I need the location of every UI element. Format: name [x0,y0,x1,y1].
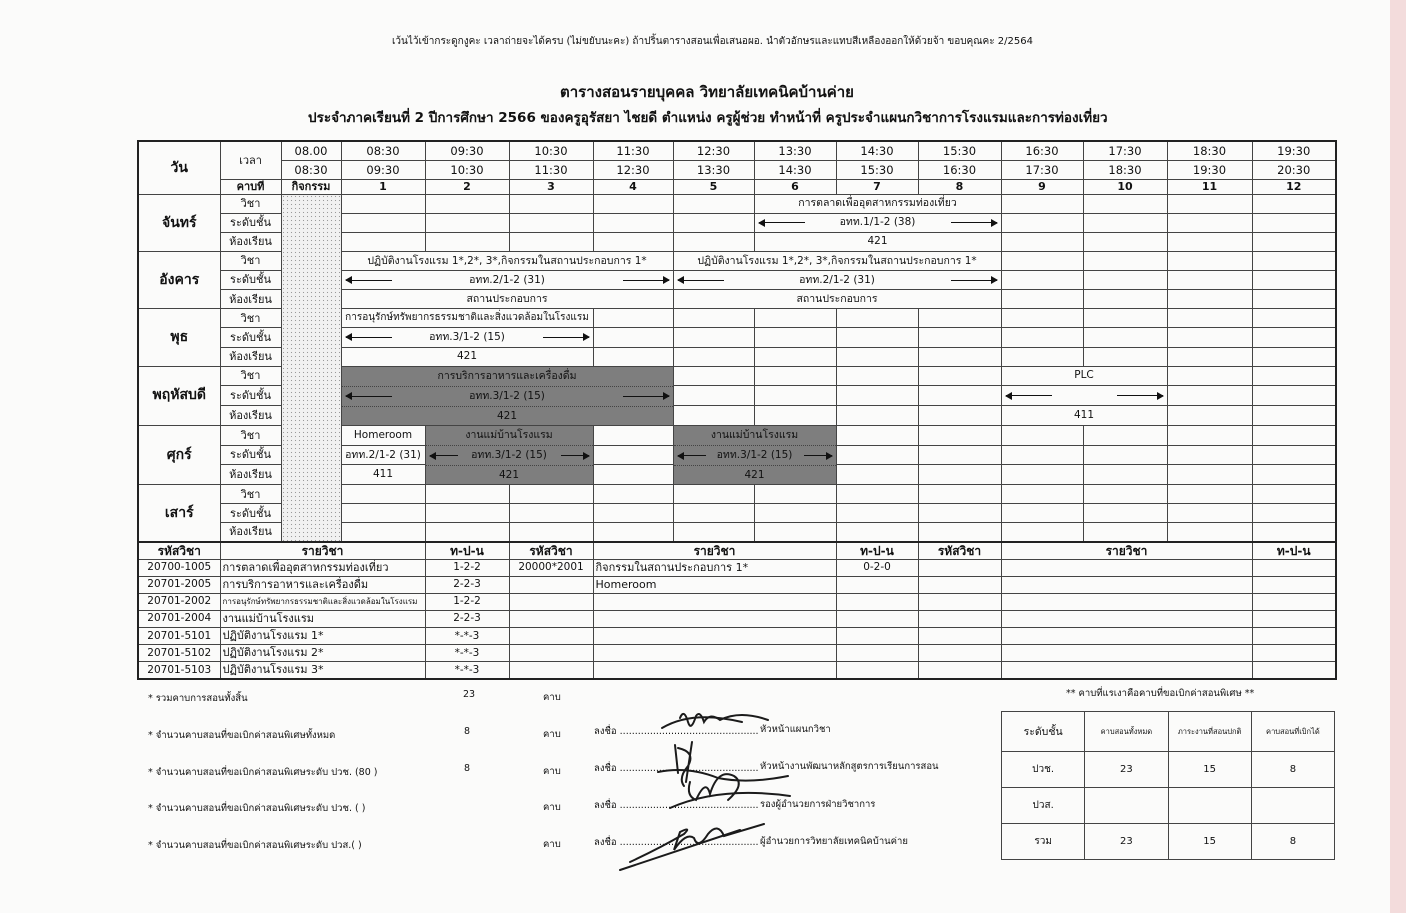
unit-label: คาบ [543,839,561,850]
arrow-right-icon [623,396,669,397]
course-name: ปฏิบัติงานโรงแรม 2* [220,645,425,662]
course-name: กิจกรรมในสถานประกอบการ 1* [593,559,836,576]
arrow-right-icon [543,337,589,338]
arrow-left-icon [346,396,392,397]
row-label: ห้องเรียน [220,290,281,309]
time-end: 20:30 [1252,160,1336,179]
time-end: 16:30 [918,160,1001,179]
time-end: 17:30 [1001,160,1083,179]
course-name-header: รายวิชา [220,542,425,559]
time-end: 15:30 [836,160,918,179]
course-name: ปฏิบัติงานโรงแรม 3* [220,662,425,679]
signature-line: ลงชื่อ .............................................. [594,726,759,737]
table-row [138,593,1336,610]
arrow-right-icon [804,455,832,456]
time-start: 11:30 [593,141,673,160]
summary-header: ภาระงานที่สอนปกติ [1168,712,1251,752]
friday-homeroom-subject: Homeroom [341,425,425,445]
row-label: ระดับชั้น [220,213,281,232]
friday-homeroom-level: อทท.2/1-2 (31) [341,445,425,465]
course-code: 20000*2001 [509,559,593,576]
course-tpn: 0-2-0 [836,559,918,576]
tuesday-am-room: สถานประกอบการ [341,290,673,309]
shading-note: ** คาบที่แรเงาคือคาบที่ขอเบิกค่าสอนพิเศษ ** [1066,688,1255,699]
summary-cell: ปวช. [1002,752,1085,788]
thursday-plc-arrows [1001,386,1167,406]
period-number: 8 [918,179,1001,194]
course-tpn-header: ท-ป-น [1252,542,1336,559]
row-label: วิชา [220,425,281,445]
course-code-header: รหัสวิชา [509,542,593,559]
total-value: 23 [463,689,476,700]
wednesday-subject: การอนุรักษ์ทรัพยากรธรรมชาติและสิ่งแวดล้อมในโรงแรม [341,309,593,328]
tuesday-am-subject: ปฏิบัติงานโรงแรม 1*,2*, 3*,กิจกรรมในสถานประกอบการ 1* [341,252,673,271]
course-code: 20701-5103 [138,662,220,679]
time-start: 18:30 [1167,141,1252,160]
course-tpn: 2-2-3 [425,576,509,593]
summary-cell [1251,788,1334,824]
pvs-label: * จำนวนคาบสอนที่ขอเบิกค่าสอนพิเศษระดับ ปวช. ( ) [148,803,366,814]
top-note: เว้นไว้เข้ากระดูกงูคะ เวลาถ่ายจะได้ครบ (ไม่ขยับนะคะ) ถ้าปริ้นตารางสอนเพื่อเสนอผอ. นำตัวอักษรและแทบสีเหลืองออกให้ด้วยจ้า ขอบคุณคะ 2/2564 [392,36,1033,47]
time-start: 16:30 [1001,141,1083,160]
thursday-room: 421 [496,409,518,422]
table-row [138,576,1336,593]
tuesday-am-level: อทท.2/1-2 (31) [341,271,673,290]
arrow-left-icon [346,280,392,281]
row-label: ห้องเรียน [220,347,281,366]
period-number: 3 [509,179,593,194]
period-number: 1 [341,179,425,194]
period-number: 5 [673,179,754,194]
friday-shaded-block-2 [673,425,836,484]
table-row [1002,824,1335,860]
day-tuesday: อังคาร [138,252,220,309]
course-code: 20701-2004 [138,610,220,627]
row-label: ระดับชั้น [220,328,281,347]
friday-level: อทท.3/1-2 (15) [674,446,836,466]
table-row [138,559,1336,576]
table-row [138,645,1336,662]
time-start: 08.00 [281,141,341,160]
time-end: 19:30 [1167,160,1252,179]
document-subtitle: ประจำภาคเรียนที่ 2 ปีการศึกษา 2566 ของครูอุรัสยา ไชยดี ตำแหน่ง ครูผู้ช่วย ทำหน้าที่ ครูประจำแผนกวิชาการโรงแรมและการท่องเที่ยว [308,110,1108,126]
arrow-left-icon [1006,395,1052,396]
summary-table [1001,711,1335,860]
monday-level: อทท.1/1-2 (38) [754,213,1001,232]
course-tpn: 2-2-3 [425,610,509,627]
table-row [138,628,1336,645]
pvc-value: 8 [464,763,471,774]
row-label: ห้องเรียน [220,232,281,251]
summary-header: คาบสอนทั้งหมด [1085,712,1168,752]
period-number: 4 [593,179,673,194]
course-tpn-header: ท-ป-น [836,542,918,559]
time-start: 12:30 [673,141,754,160]
tuesday-pm-subject: ปฏิบัติงานโรงแรม 1*,2*, 3*,กิจกรรมในสถานประกอบการ 1* [673,252,1001,271]
friday-level: อทท.3/1-2 (15) [426,446,593,466]
arrow-right-icon [623,280,669,281]
arrow-left-icon [678,455,706,456]
table-row [138,610,1336,627]
friday-subject: งานแม่บ้านโรงแรม [674,426,836,446]
course-code: 20701-2005 [138,576,220,593]
summary-cell: 8 [1251,824,1334,860]
row-label: ระดับชั้น [220,386,281,406]
course-code: 20700-1005 [138,559,220,576]
period-number: 7 [836,179,918,194]
thursday-plc-subject: PLC [1001,366,1167,386]
summary-cell [1168,788,1251,824]
time-end: 09:30 [341,160,425,179]
time-start: 09:30 [425,141,509,160]
friday-subject: งานแม่บ้านโรงแรม [426,426,593,446]
row-label: ห้องเรียน [220,406,281,426]
friday-homeroom-room: 411 [341,465,425,485]
signer-title: รองผู้อำนวยการฝ่ายวิชาการ [760,799,876,810]
signature-line: ลงชื่อ .............................................. [594,837,759,848]
summary-cell [1085,788,1168,824]
course-code: 20701-2002 [138,593,220,610]
arrow-left-icon [678,280,724,281]
time-start: 10:30 [509,141,593,160]
arrow-right-icon [951,222,997,223]
tuesday-pm-room: สถานประกอบการ [673,290,1001,309]
time-end: 13:30 [673,160,754,179]
course-code: 20701-5101 [138,628,220,645]
thursday-subject: การบริการอาหารและเครื่องดื่ม [342,367,673,387]
row-label: วิชา [220,194,281,213]
summary-cell: รวม [1002,824,1085,860]
time-end: 18:30 [1083,160,1167,179]
table-row [138,662,1336,679]
page-edge [1390,0,1406,913]
time-start: 14:30 [836,141,918,160]
time-start: 15:30 [918,141,1001,160]
summary-cell: 23 [1085,824,1168,860]
time-start: 17:30 [1083,141,1167,160]
time-end: 10:30 [425,160,509,179]
friday-room: 421 [744,469,765,482]
summary-cell: 23 [1085,752,1168,788]
pvs2-label: * จำนวนคาบสอนที่ขอเบิกค่าสอนพิเศษระดับ ปวส.( ) [148,840,362,851]
course-name: การตลาดเพื่ออุตสาหกรรมท่องเที่ยว [220,559,425,576]
period-number: 11 [1167,179,1252,194]
course-code-header: รหัสวิชา [918,542,1001,559]
summary-cell: ปวส. [1002,788,1085,824]
time-start: 19:30 [1252,141,1336,160]
course-tpn: *-*-3 [425,628,509,645]
signer-title: หัวหน้างานพัฒนาหลักสูตรการเรียนการสอน [760,761,939,772]
day-friday: ศุกร์ [138,425,220,484]
course-name: ปฏิบัติงานโรงแรม 1* [220,628,425,645]
wednesday-level: อทท.3/1-2 (15) [341,328,593,347]
arrow-left-icon [430,455,458,456]
unit-label: คาบ [543,766,561,777]
table-row [1002,752,1335,788]
friday-shaded-block-1 [425,425,593,484]
signature-line: ลงชื่อ .............................................. [594,800,759,811]
course-name-header: รายวิชา [593,542,836,559]
document-title: ตารางสอนรายบุคคล วิทยาลัยเทคนิคบ้านค่าย [560,83,854,101]
summary-cell: 8 [1251,752,1334,788]
time-start: 13:30 [754,141,836,160]
arrow-right-icon [951,280,997,281]
row-label: วิชา [220,485,281,504]
time-end: 12:30 [593,160,673,179]
unit-label: คาบ [543,692,561,703]
summary-header: ระดับชั้น [1002,712,1085,752]
day-wednesday: พุธ [138,309,220,366]
time-start: 08:30 [341,141,425,160]
total-label: * รวมคาบการสอนทั้งสิ้น [148,693,248,704]
day-monday: จันทร์ [138,194,220,251]
summary-header: คาบสอนที่เบิกได้ [1251,712,1334,752]
row-label: ระดับชั้น [220,504,281,523]
thursday-shaded-block [341,366,673,425]
wednesday-room: 421 [341,347,593,366]
course-code-header: รหัสวิชา [138,542,220,559]
pvc-label: * จำนวนคาบสอนที่ขอเบิกค่าสอนพิเศษระดับ ปวช. (80 ) [148,767,378,778]
arrow-right-icon [1117,395,1163,396]
signer-title: ผู้อำนวยการวิทยาลัยเทคนิคบ้านค่าย [760,836,908,847]
time-end: 11:30 [509,160,593,179]
row-label: วิชา [220,252,281,271]
tuesday-pm-level: อทท.2/1-2 (31) [673,271,1001,290]
unit-label: คาบ [543,802,561,813]
period-number: 9 [1001,179,1083,194]
course-tpn: *-*-3 [425,662,509,679]
time-header: เวลา [220,141,281,179]
arrow-left-icon [759,222,805,223]
course-name: การอนุรักษ์ทรัพยากรธรรมชาติและสิ่งแวดล้อมในโรงแรม [220,593,425,610]
day-header: วัน [138,141,220,194]
unit-label: คาบ [543,729,561,740]
summary-cell: 15 [1168,824,1251,860]
period-number: 6 [754,179,836,194]
special-label: * จำนวนคาบสอนที่ขอเบิกค่าสอนพิเศษทั้งหมด [148,730,336,741]
course-tpn: 1-2-2 [425,593,509,610]
monday-room: 421 [754,232,1001,251]
row-label: ห้องเรียน [220,465,281,485]
table-row [1002,788,1335,824]
course-code: 20701-5102 [138,645,220,662]
course-name: การบริการอาหารและเครื่องดื่ม [220,576,425,593]
day-saturday: เสาร์ [138,485,220,542]
handwritten-signatures [600,700,800,875]
period-header: คาบที่ [220,179,281,194]
course-name: Homeroom [593,576,836,593]
period-number: 2 [425,179,509,194]
activity-header: กิจกรรม [281,179,341,194]
activity-column [281,194,341,542]
row-label: ห้องเรียน [220,523,281,542]
row-label: ระดับชั้น [220,445,281,465]
signature-line: ลงชื่อ .............................................. [594,763,759,774]
thursday-plc-room: 411 [1001,406,1167,426]
time-end: 08:30 [281,160,341,179]
row-label: วิชา [220,309,281,328]
monday-subject: การตลาดเพื่ออุตสาหกรรมท่องเที่ยว [754,194,1001,213]
course-name: งานแม่บ้านโรงแรม [220,610,425,627]
signer-title: หัวหน้าแผนกวิชา [760,724,831,735]
day-thursday: พฤหัสบดี [138,366,220,425]
period-number: 12 [1252,179,1336,194]
summary-cell: 15 [1168,752,1251,788]
row-label: วิชา [220,366,281,386]
arrow-right-icon [561,455,589,456]
course-tpn-header: ท-ป-น [425,542,509,559]
schedule-table [137,140,1337,680]
thursday-level: อทท.3/1-2 (15) [342,387,673,407]
course-tpn: 1-2-2 [425,559,509,576]
course-tpn: *-*-3 [425,645,509,662]
special-value: 8 [464,726,471,737]
arrow-left-icon [346,337,392,338]
period-number: 10 [1083,179,1167,194]
course-name-header: รายวิชา [1001,542,1252,559]
row-label: ระดับชั้น [220,271,281,290]
time-end: 14:30 [754,160,836,179]
friday-room: 421 [498,469,520,482]
